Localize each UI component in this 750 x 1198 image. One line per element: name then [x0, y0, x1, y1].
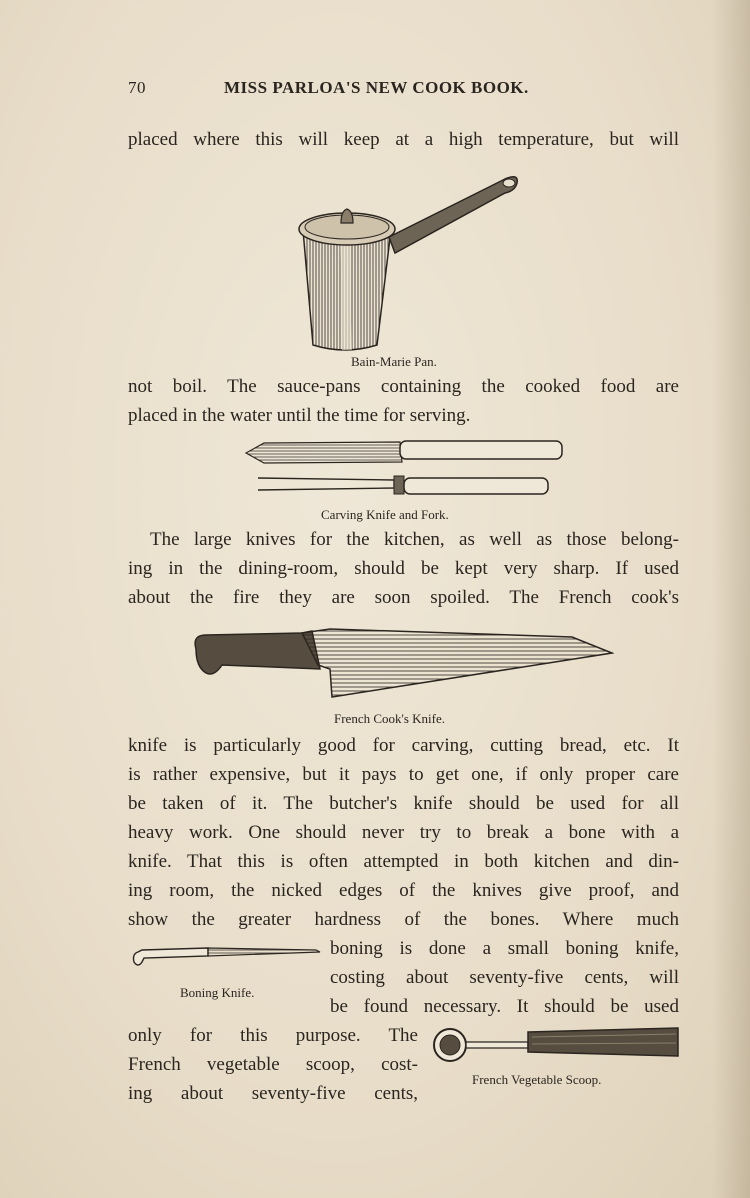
carving-knife-and-fork-illustration	[244, 438, 566, 504]
bain-marie-caption: Bain-Marie Pan.	[351, 354, 437, 369]
vegetable-scoop-caption: French Vegetable Scoop.	[472, 1072, 602, 1087]
text-line: knife is particularly good for carving, cutting bread, etc. It	[128, 735, 679, 756]
page-number: 70	[128, 78, 146, 97]
french-cooks-knife-caption: French Cook's Knife.	[334, 711, 446, 726]
text-line: ing in the dining-room, should be kept very sharp. If used	[128, 558, 679, 579]
page-spine-shadow	[712, 0, 750, 1198]
carving-knife-fork-caption: Carving Knife and Fork.	[321, 507, 449, 522]
text-line: be found necessary. It should be used	[330, 996, 679, 1017]
text-line: knife. That this is often attempted in both kitchen and din-	[128, 851, 679, 872]
text-line: only for this purpose. The	[128, 1025, 418, 1046]
boning-knife-caption: Boning Knife.	[180, 985, 255, 1000]
text-line: heavy work. One should never try to break a bone with a	[128, 822, 679, 843]
text-line: The large knives for the kitchen, as well as those belong-	[150, 529, 679, 550]
text-line: French vegetable scoop, cost-	[128, 1054, 418, 1075]
book-title: MISS PARLOA'S NEW COOK BOOK.	[224, 78, 529, 97]
boning-knife-illustration	[130, 940, 322, 974]
text-line: ing room, the nicked edges of the knives give proof, and	[128, 880, 679, 901]
text-line: about the fire they are soon spoiled. The French cook's	[128, 587, 679, 608]
french-vegetable-scoop-illustration	[432, 1024, 682, 1066]
french-cooks-knife-illustration	[192, 625, 614, 705]
text-line: be taken of it. The butcher's knife should be used for all	[128, 793, 679, 814]
running-header	[128, 78, 680, 100]
text-line: show the greater hardness of the bones. Where much	[128, 909, 679, 930]
text-line: costing about seventy-five cents, will	[330, 967, 679, 988]
text-line: is rather expensive, but it pays to get one, if only proper care	[128, 764, 679, 785]
text-line: boning is done a small boning knife,	[330, 938, 679, 959]
bain-marie-pan-illustration	[285, 165, 525, 355]
text-line: ing about seventy-five cents,	[128, 1083, 418, 1104]
text-line: not boil. The sauce-pans containing the cooked food are	[128, 376, 679, 397]
text-line: placed where this will keep at a high temperature, but will	[128, 129, 679, 150]
text-line: placed in the water until the time for serving.	[128, 405, 471, 426]
